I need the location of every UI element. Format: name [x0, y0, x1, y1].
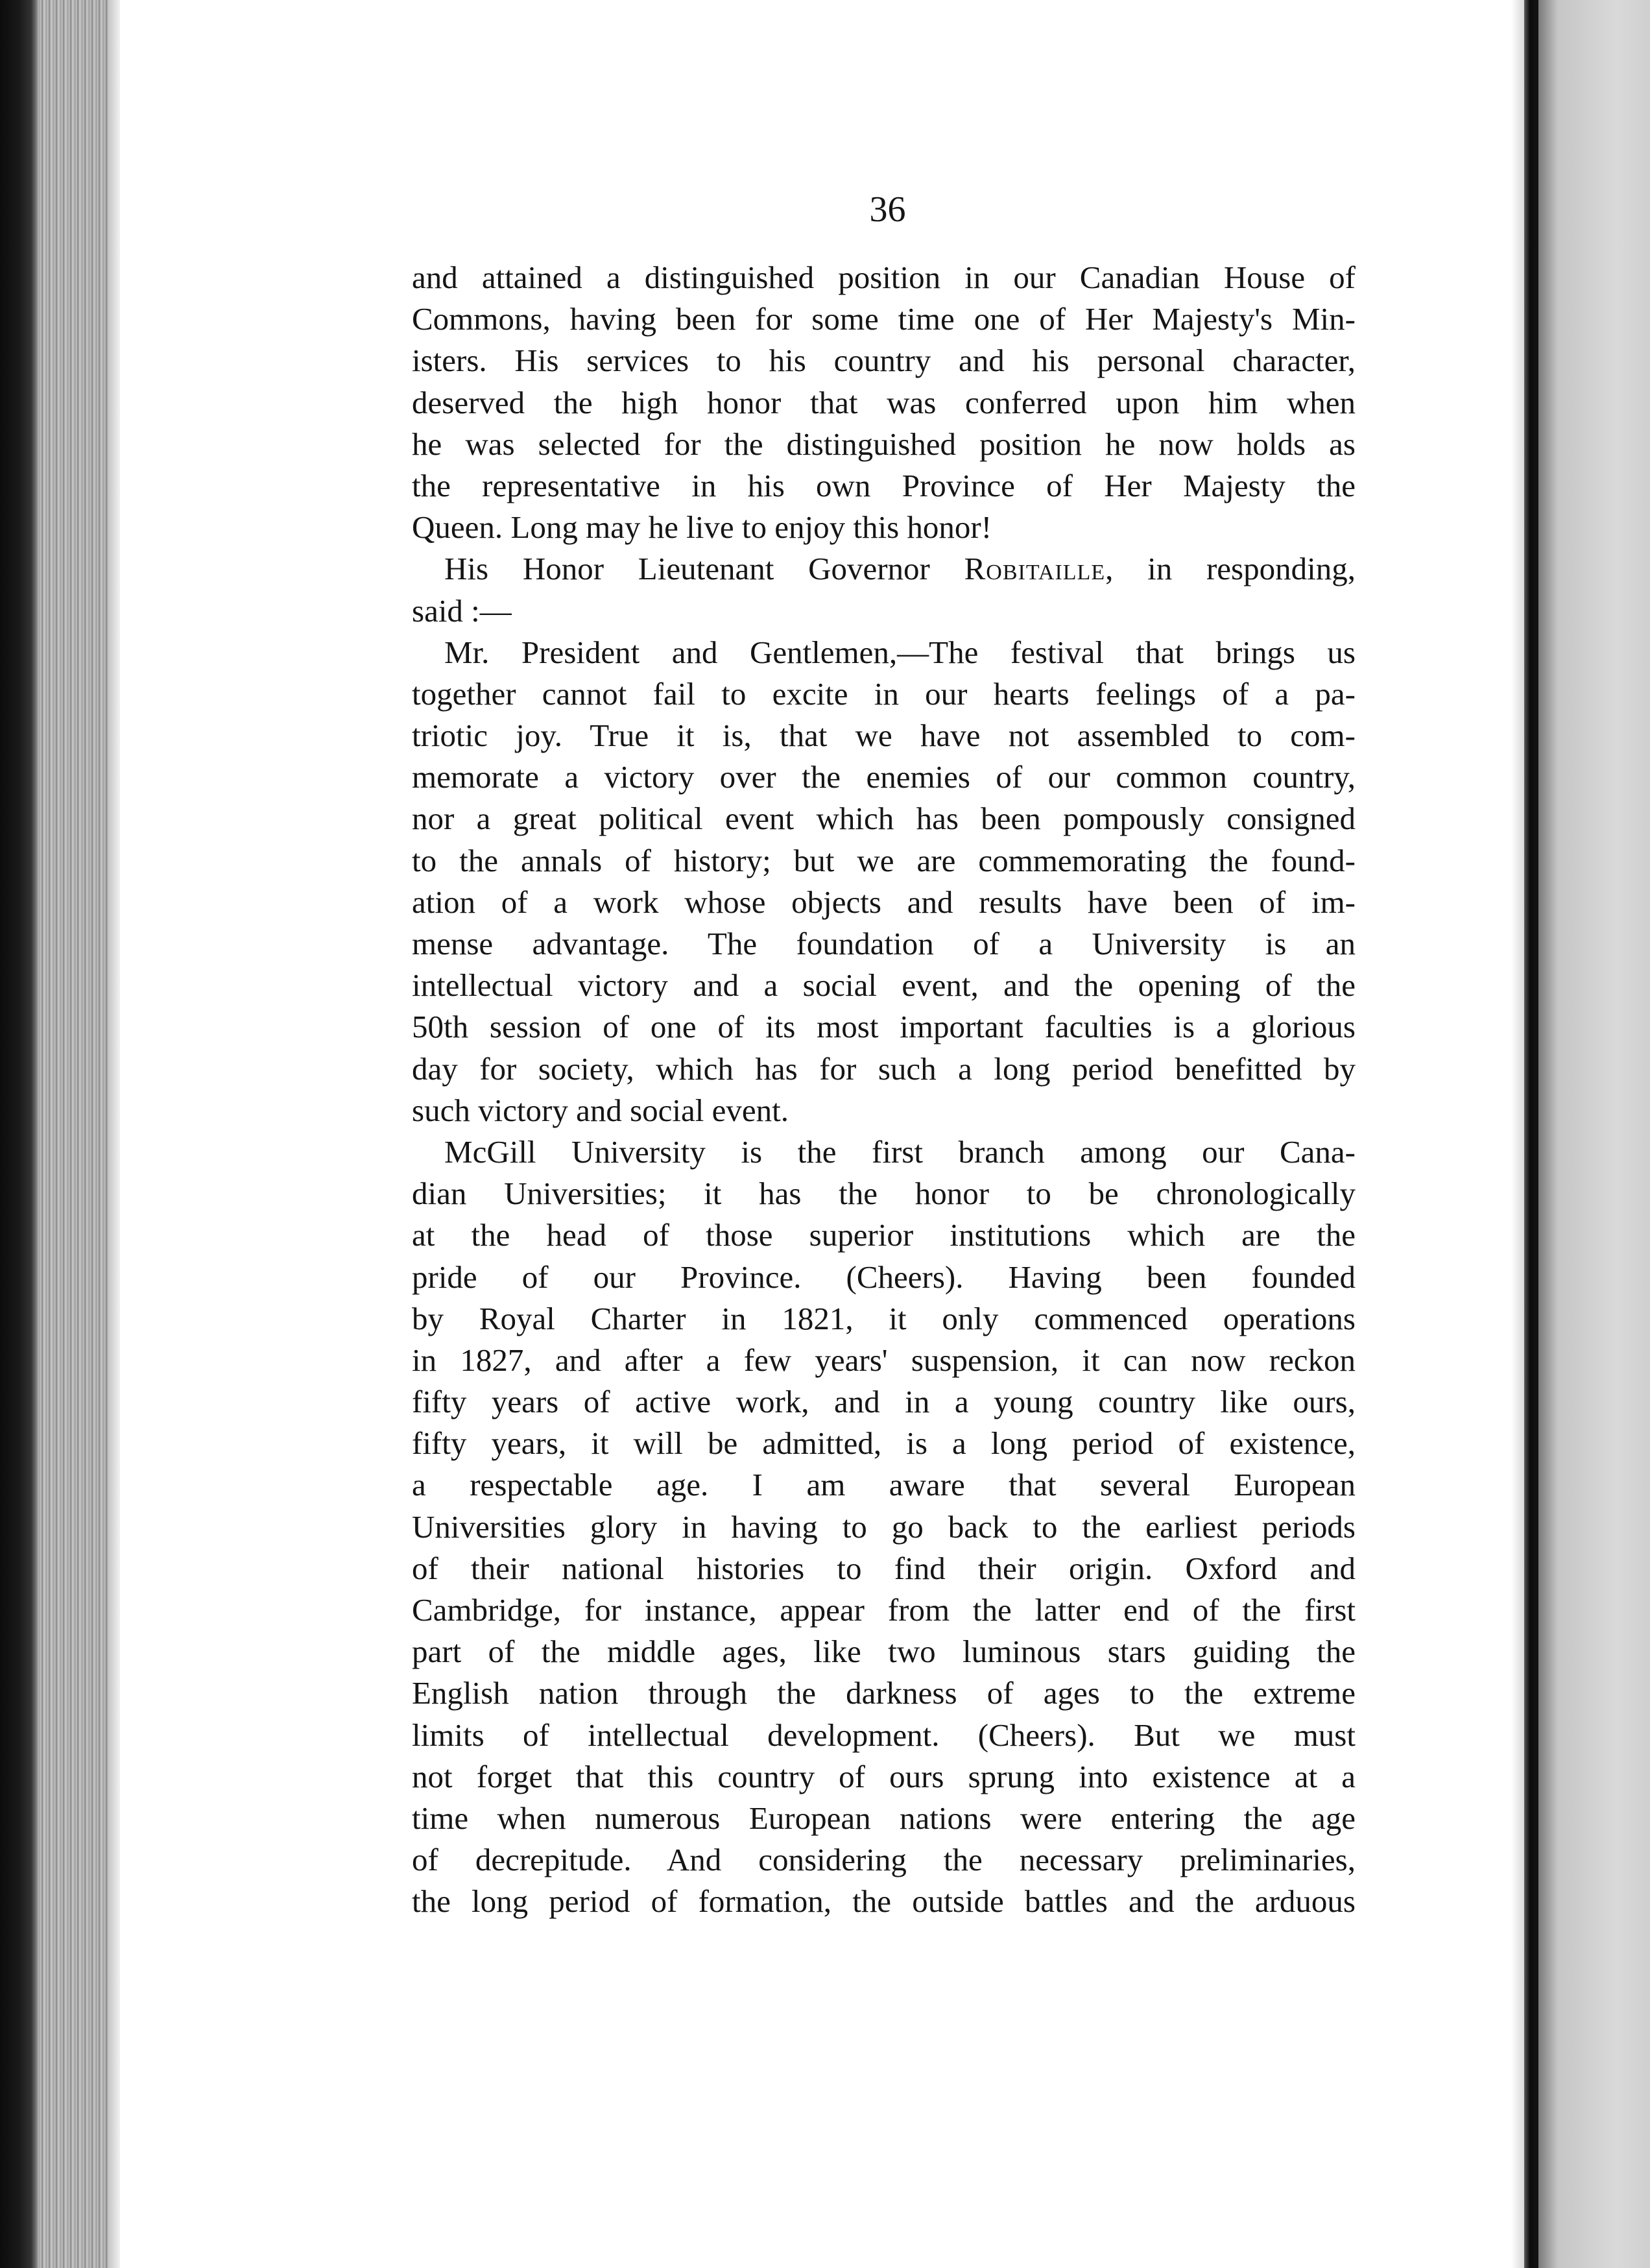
text-line: to the annals of history; but we are commemorating the found-: [412, 842, 1356, 878]
text-line: English nation through the darkness of ages to the extreme: [412, 1675, 1356, 1711]
text-line: day for society, which has for such a long period benefitted by: [412, 1050, 1356, 1087]
text-line: limits of intellectual development. (Cheers). But we must: [412, 1717, 1356, 1753]
text-line: fifty years of active work, and in a young country like ours,: [412, 1384, 1356, 1420]
text-line: in 1827, and after a few years' suspension, it can now reckon: [412, 1342, 1356, 1378]
text-line: and attained a distinguished position in our Canadian House of: [412, 259, 1356, 295]
text-line: Mr. President and Gentlemen,—The festival that brings us: [444, 634, 1356, 670]
page-number: 36: [869, 189, 906, 230]
text-line-segment: , in responding,: [1105, 551, 1356, 587]
text-line: triotic joy. True it is, that we have not assembled to com-: [412, 718, 1356, 754]
text-line: time when numerous European nations were entering the age: [412, 1800, 1356, 1836]
text-line: mense advantage. The foundation of a University is an: [412, 926, 1356, 961]
page-body-text: [412, 257, 1356, 1923]
text-line: Commons, having been for some time one of Her Majesty's Min-: [412, 301, 1356, 337]
text-line: at the head of those superior institutions which are the: [412, 1217, 1356, 1253]
text-line: ation of a work whose objects and results have been of im-: [412, 884, 1356, 920]
text-line: pride of our Province. (Cheers). Having been founded: [412, 1259, 1356, 1295]
text-line: such victory and social event.: [412, 1092, 789, 1128]
text-line: fifty years, it will be admitted, is a long period of existence,: [412, 1425, 1356, 1462]
text-line: [412, 548, 1356, 590]
right-gutter-shadow: [1511, 0, 1524, 2268]
text-line: of decrepitude. And considering the necessary preliminaries,: [412, 1842, 1356, 1878]
text-line: a respectable age. I am aware that several European: [412, 1467, 1356, 1503]
text-line: dian Universities; it has the honor to be chronologically: [412, 1176, 1356, 1212]
text-line: the representative in his own Province of Her Majesty the: [412, 467, 1356, 503]
text-line: Queen. Long may he live to enjoy this honor!: [412, 509, 992, 546]
text-line: nor a great political event which has been pompously consigned: [412, 801, 1356, 837]
governor-name: Robitaille: [964, 551, 1106, 587]
text-line: of their national histories to find their origin. Oxford and: [412, 1550, 1356, 1586]
text-line: he was selected for the distinguished position he now holds as: [412, 426, 1356, 462]
text-line: McGill University is the first branch among our Cana-: [444, 1133, 1356, 1170]
text-line: said :—: [412, 592, 512, 629]
text-line: Cambridge, for instance, appear from the latter end of the first: [412, 1592, 1356, 1628]
text-line: isters. His services to his country and his personal character,: [412, 343, 1356, 379]
right-binding-edge: [1524, 0, 1538, 2268]
next-page-edge: [1538, 0, 1650, 2268]
left-binding-edge: [0, 0, 39, 2268]
text-line-segment: His Honor Lieutenant Governor: [444, 551, 964, 587]
text-line: together cannot fail to excite in our hearts feelings of a pa-: [412, 675, 1356, 712]
left-page-edges: [39, 0, 120, 2268]
text-line: Universities glory in having to go back to the earliest periods: [412, 1508, 1356, 1545]
text-line: part of the middle ages, like two luminous stars guiding the: [412, 1634, 1356, 1670]
book-page: [412, 188, 1356, 1923]
text-line: deserved the high honor that was conferred upon him when: [412, 384, 1356, 420]
text-line: the long period of formation, the outside battles and the arduous: [412, 1883, 1356, 1920]
text-line: 50th session of one of its most important faculties is a glorious: [412, 1009, 1356, 1045]
text-line: by Royal Charter in 1821, it only commenced operations: [412, 1300, 1356, 1336]
text-line: memorate a victory over the enemies of our common country,: [412, 759, 1356, 795]
text-line: not forget that this country of ours sprung into existence at a: [412, 1758, 1356, 1794]
text-line: intellectual victory and a social event, and the opening of the: [412, 967, 1356, 1004]
